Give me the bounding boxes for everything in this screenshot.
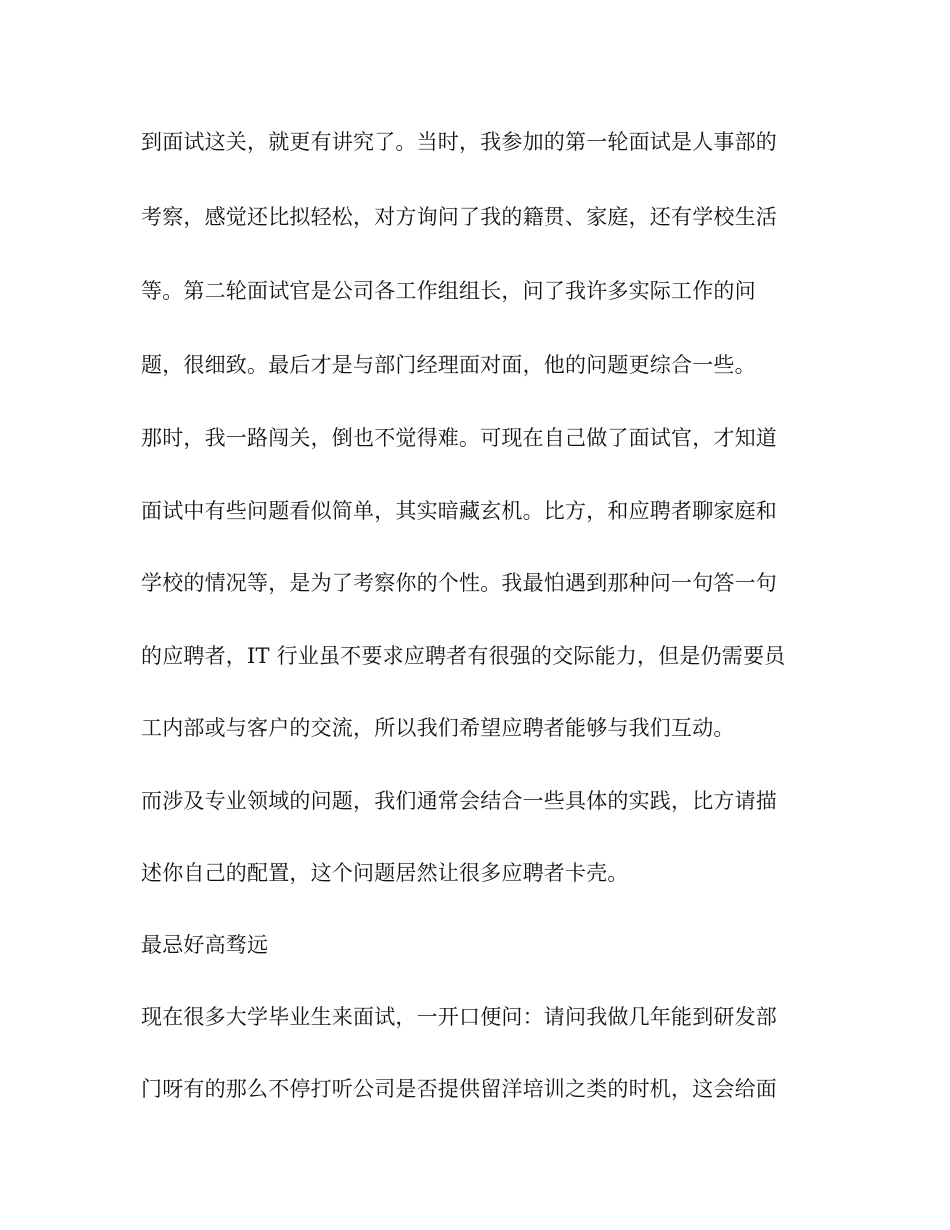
text-line: 述你自己的配置，这个问题居然让很多应聘者卡壳。 <box>141 861 629 885</box>
text-line: 面试中有些问题看似简单，其实暗藏玄机。比方，和应聘者聊家庭和 <box>141 499 777 523</box>
text-line: 到面试这关，就更有讲究了。当时，我参加的第一轮面试是人事部的 <box>141 130 777 154</box>
text-line: 考察，感觉还比拟轻松，对方询问了我的籍贯、家庭，还有学校生活 <box>141 205 777 229</box>
text-line: 题，很细致。最后才是与部门经理面对面，他的问题更综合一些。 <box>141 353 756 377</box>
text-line: 的应聘者，IT 行业虽不要求应聘者有很强的交际能力，但是仍需要员 <box>141 644 786 668</box>
text-line: 那时，我一路闯关，倒也不觉得难。可现在自己做了面试官，才知道 <box>141 426 777 450</box>
text-line: 现在很多大学毕业生来面试，一开口便问：请问我做几年能到研发部 <box>141 1005 777 1029</box>
text-line: 工内部或与客户的交流，所以我们希望应聘者能够与我们互动。 <box>141 716 735 740</box>
text-line: 等。第二轮面试官是公司各工作组组长，问了我许多实际工作的问 <box>141 279 756 303</box>
text-line: 门呀有的那么不停打听公司是否提供留洋培训之类的时机，这会给面 <box>141 1077 777 1101</box>
text-line: 学校的情况等，是为了考察你的个性。我最怕遇到那种问一句答一句 <box>141 571 777 595</box>
section-heading: 最忌好高骛远 <box>141 933 269 957</box>
text-line: 而涉及专业领域的问题，我们通常会结合一些具体的实践，比方请描 <box>141 789 777 813</box>
